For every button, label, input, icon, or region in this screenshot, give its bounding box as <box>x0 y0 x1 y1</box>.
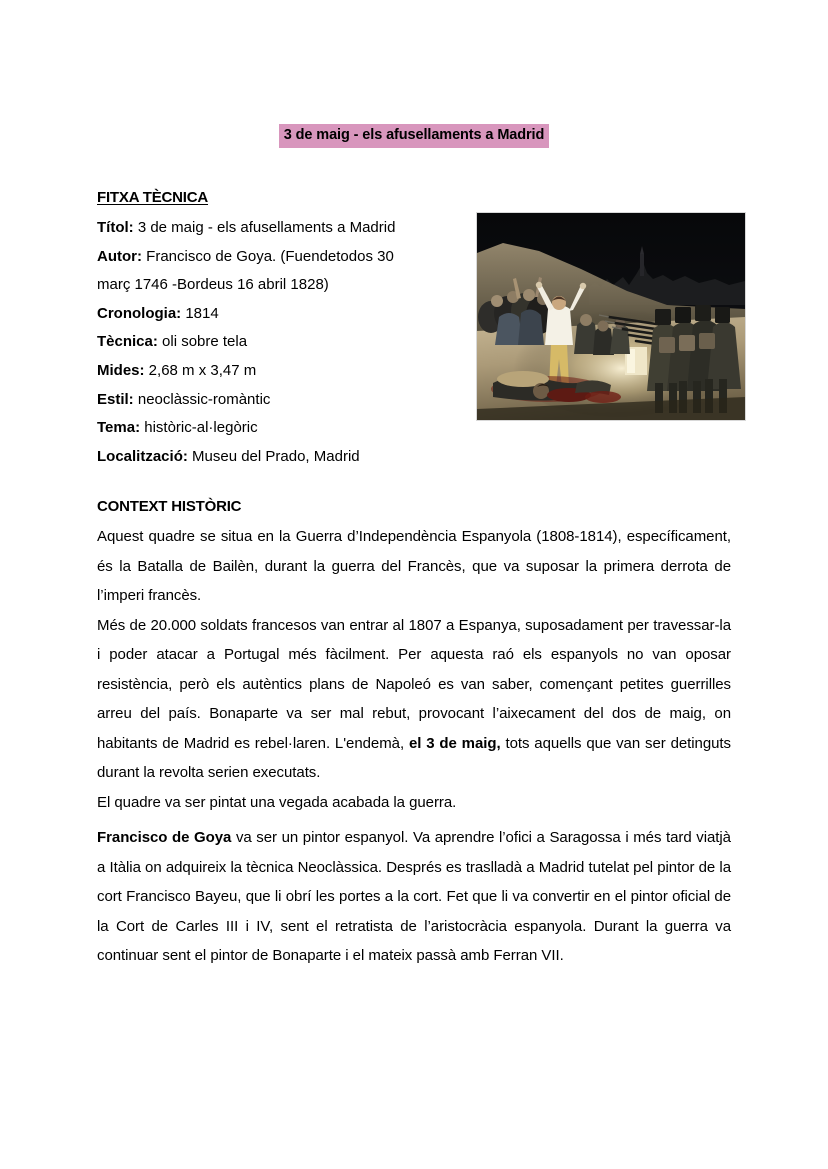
fitxa-value-tema: històric-al·legòric <box>140 419 258 437</box>
fitxa-row-estil <box>97 386 477 415</box>
fitxa-tecnica-list <box>97 214 477 471</box>
body-text: El quadre va ser pintat una vegada acabada la guerra. <box>97 793 457 811</box>
fitxa-value-autor: Francisco de Goya. (Fuendetodos 30 <box>142 247 394 265</box>
fitxa-row-mides <box>97 357 477 386</box>
fitxa-row-tecnica <box>97 328 477 357</box>
fitxa-label-estil: Estil: <box>97 390 134 408</box>
fitxa-value-titol: 3 de maig - els afusellaments a Madrid <box>133 219 396 236</box>
body-text: va ser un pintor espanyol. Va aprendre l’ofici a Saragossa i més tard viatjà a Itàlia on adquireix la tècnica Neoclàssica. Després es traslladà a Madrid tutelat pel pintor de la cort Francisco Bayeu, que li obrí les portes a la cort. Fet que li va convertir en el pintor oficial de la Cort de Carles III i IV, sent el retratista de l’aristocràcia espanyola. Durant la guerra va continuar sent el pintor de Bonaparte i el mateix passà amb Ferran VII. <box>97 829 731 965</box>
context-historic-heading: CONTEXT HISTÒRIC <box>97 498 242 516</box>
page-title-container <box>0 124 828 148</box>
fitxa-value-autor-continuation: març 1746 -Bordeus 16 abril 1828) <box>97 276 329 294</box>
fitxa-value-localitzacio: Museu del Prado, Madrid <box>187 447 360 465</box>
fitxa-row-localitzacio <box>97 443 477 472</box>
fitxa-label-titol: Títol: <box>97 219 134 236</box>
fitxa-label-mides: Mides: <box>97 361 145 379</box>
context-paragraph-1 <box>97 522 731 611</box>
emphasis-text: Francisco de Goya <box>97 829 232 847</box>
fitxa-row-cronologia <box>97 300 477 329</box>
spacer-before-context <box>97 471 731 493</box>
fitxa-value-cronologia: 1814 <box>181 304 219 322</box>
fitxa-label-tecnica: Tècnica: <box>97 333 158 351</box>
context-paragraph-2 <box>97 611 731 788</box>
goya-biography-paragraph <box>97 823 731 971</box>
fitxa-value-estil: neoclàssic-romàntic <box>133 390 271 408</box>
fitxa-label-autor: Autor: <box>97 247 142 265</box>
context-paragraph-3 <box>97 788 731 818</box>
emphasis-text: el 3 de maig, <box>408 734 501 752</box>
fitxa-value-mides: 2,68 m x 3,47 m <box>144 361 257 379</box>
fitxa-label-cronologia: Cronologia: <box>97 304 182 322</box>
page-title: 3 de maig - els afusellaments a Madrid <box>279 124 550 148</box>
fitxa-tecnica-heading: FITXA TÈCNICA <box>97 189 209 206</box>
fitxa-row-autor <box>97 243 477 272</box>
fitxa-label-localitzacio: Localització: <box>97 447 188 465</box>
document-content <box>97 184 731 971</box>
fitxa-value-tecnica: oli sobre tela <box>157 333 248 351</box>
body-text: tots aquells que van ser detinguts durant la revolta serien executats. <box>97 734 732 782</box>
fitxa-row-tema <box>97 414 477 443</box>
fitxa-row-titol <box>97 214 477 243</box>
body-text: Aquest quadre se situa en la Guerra d’Independència Espanyola (1808-1814), específicament, és la Batalla de Bailèn, durant la guerra del Francès, que va suposar la primera derrota de l’imperi francès. <box>97 528 731 605</box>
fitxa-label-tema: Tema: <box>97 419 141 437</box>
body-text: Més de 20.000 soldats francesos van entrar al 1807 a Espanya, suposadament per travessar-la i poder atacar a Portugal més fàcilment. Per aquesta raó els espanyols no van oposar resistència, però els autèntics plans de Napoleó es van saber, començant petites guerrilles arreu del país. Bonaparte va ser mal rebut, provocant l’aixecament del dos de maig, on habitants de Madrid es rebel·laren. L'endemà, <box>97 616 731 752</box>
